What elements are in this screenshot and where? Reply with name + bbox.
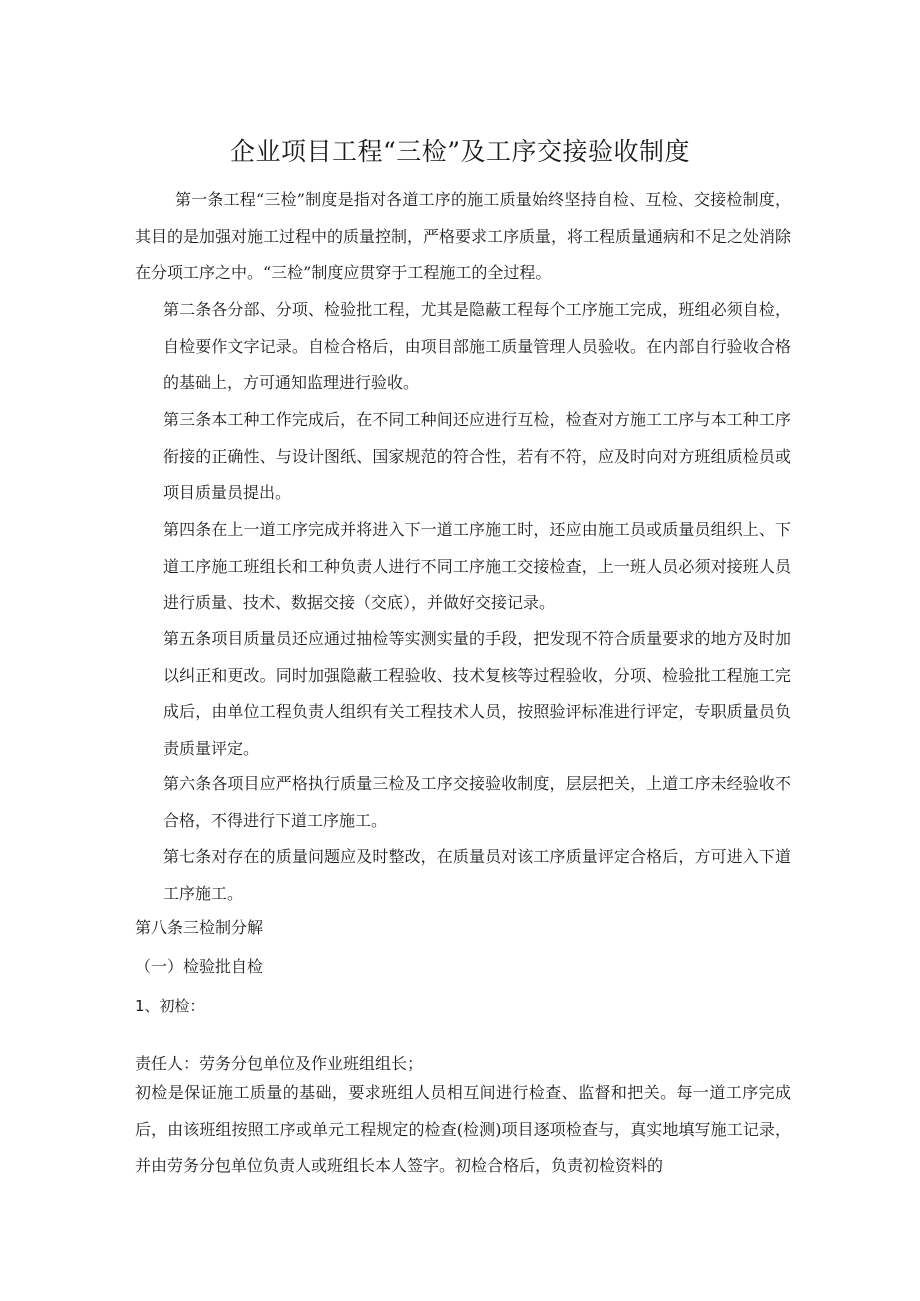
article-6: 第六条各项目应严格执行质量三检及工序交接验收制度，层层把关，上道工序未经验收不合格，不得进行下道工序施工。 bbox=[163, 774, 791, 830]
article-8-heading: 第八条三检制分解 bbox=[135, 918, 264, 937]
section-heading-inspection-batch: （一）检验批自检 bbox=[135, 957, 264, 976]
article-7: 第七条对存在的质量问题应及时整改，在质量员对该工序质量评定合格后，方可进入下道工序施工。 bbox=[163, 847, 791, 903]
article-5: 第五条项目质量员还应通过抽检等实测实量的手段，把发现不符合质量要求的地方及时加以纠正和更改。同时加强隐蔽工程验收、技术复核等过程验收，分项、检验批工程施工完成后，由单位工程负责人组织有关工程技术人员，按照验评标准进行评定，专职质量员负责质量评定。 bbox=[163, 629, 791, 758]
article-1: 第一条工程“三检”制度是指对各道工序的施工质量始终坚持自检、互检、交接检制度，其目的是加强对施工过程中的质量控制，严格要求工序质量，将工程质量通病和不足之处消除在分项工序之中。“三检”制度应贯穿于工程施工的全过程。 bbox=[135, 190, 792, 282]
article-2: 第二条各分部、分项、检验批工程，尤其是隐蔽工程每个工序施工完成，班组必须自检，自检要作文字记录。自检合格后，由项目部施工质量管理人员验收。在内部自行验收合格的基础上，方可通知监理进行验收。 bbox=[163, 300, 791, 392]
item-heading-initial-inspection bbox=[135, 988, 795, 1024]
body-paragraph: 初检是保证施工质量的基础，要求班组人员相互间进行检查、监督和把关。每一道工序完成后，由该班组按照工序或单元工程规定的检查(检测)项目逐项检查与，真实地填写施工记录，并由劳务分包单位负责人或班组长本人签字。初检合格后，负责初检资料的 bbox=[135, 1083, 791, 1175]
article-3: 第三条本工种工作完成后，在不同工种间还应进行互检，检查对方施工工序与本工种工序衔接的正确性、与设计图纸、国家规范的符合性，若有不符，应及时向对方班组质检员或项目质量员提出。 bbox=[163, 410, 791, 502]
item-label: 1、初检： bbox=[135, 997, 205, 1015]
article-4: 第四条在上一道工序完成并将进入下一道工序施工时，还应由施工员或质量员组织上、下道工序施工班组长和工种负责人进行不同工序施工交接检查，上一班人员必须对接班人员进行质量、技术、数据交接（交底），并做好交接记录。 bbox=[163, 520, 791, 612]
responsible-person: 责任人：劳务分包单位及作业班组组长； bbox=[135, 1054, 424, 1073]
document-title: 企业项目工程“三检”及工序交接验收制度 bbox=[229, 137, 691, 166]
